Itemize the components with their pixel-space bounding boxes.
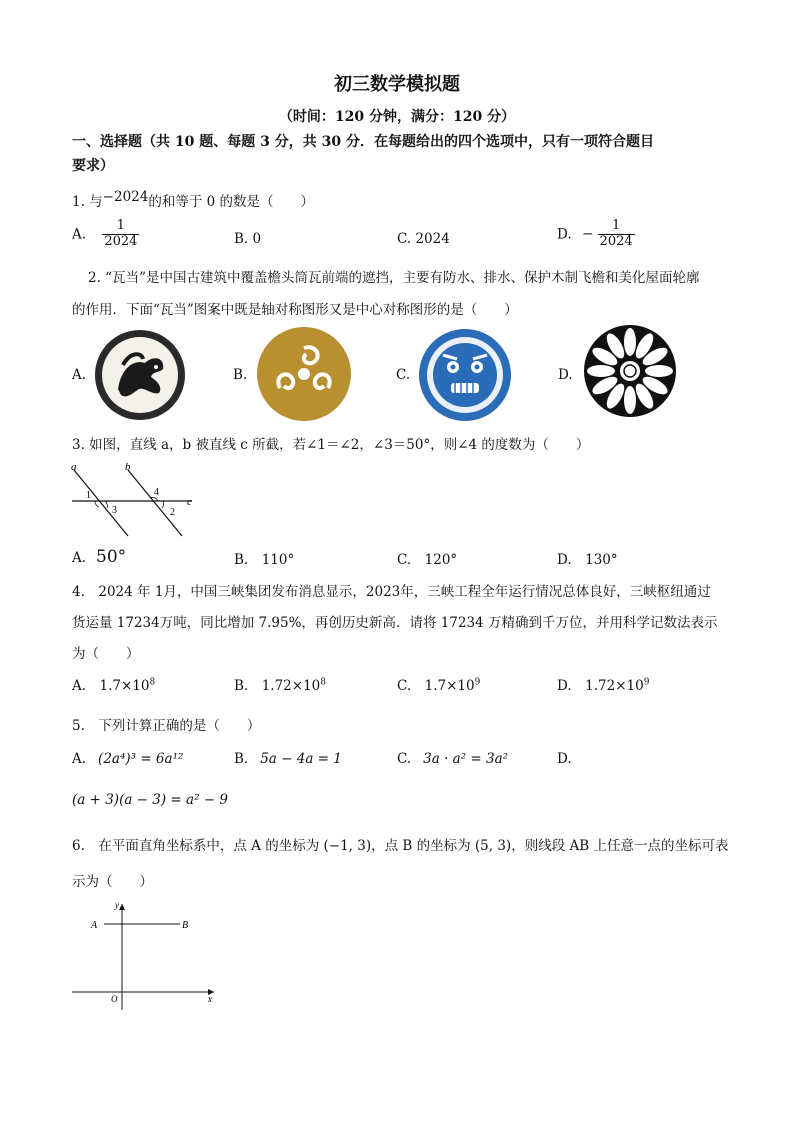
page-subtitle: （时间：120 分钟，满分：120 分） — [278, 109, 516, 125]
q1-option-b: B. 0 — [234, 231, 262, 247]
q2-option-d-label: D. — [558, 367, 573, 383]
question-4-line2: 货运量 17234万吨，同比增加 7.95%，再创历史新高．请将 17234 万精确到千万位，并用科学记数法表示 — [72, 615, 718, 631]
section-heading-cont: 要求） — [72, 158, 114, 174]
q4-option-c: C. $1.7\times 10^9$ — [397, 677, 481, 694]
point-b-label: B — [182, 920, 189, 931]
section-heading: 一、选择题（共 10 题、每题 3 分，共 30 分．在每题给出的四个选项中，只有一项符合题目 — [72, 134, 654, 150]
q3-parallel-lines-figure — [68, 458, 198, 540]
wadang-flower-image — [583, 324, 677, 418]
angle-2-label: 2 — [170, 507, 175, 518]
q5-option-d-expr: (a + 3)(a − 3) = a² − 9 — [72, 792, 228, 808]
question-4-line3: 为（ ） — [72, 646, 140, 662]
q5-option-b: B. 5a − 4a = 1 — [234, 751, 342, 767]
fig-label-b: b — [125, 461, 131, 473]
q5-option-d-label: D. — [557, 751, 572, 767]
origin-label: O — [111, 994, 118, 1004]
q4-option-a: A. $1.7\times 10^8$ — [72, 677, 156, 694]
y-axis-label: y — [115, 900, 119, 910]
question-5-stem: 5. 下列计算正确的是（ ） — [72, 718, 261, 734]
angle-1-label: 1 — [86, 490, 91, 501]
question-1-stem: 1. 与−2024的和等于 0 的数是（ ） — [72, 189, 315, 210]
angle-3-label: 3 — [112, 505, 117, 516]
q3-option-d: D. 130° — [557, 552, 618, 568]
q5-option-a: A. (2a⁴)³ = 6a¹² — [72, 751, 184, 767]
question-2-line2: 的作用．下面“瓦当”图案中既是轴对称图形又是中心对称图形的是（ ） — [72, 302, 518, 318]
question-6-line1: 6. 在平面直角坐标系中，点 A 的坐标为 (−1, 3)，点 B 的坐标为 (5, 3)，则线段 AB 上任意一点的坐标可表 — [72, 838, 729, 854]
point-a-label: A — [91, 920, 98, 931]
question-3-stem: 3. 如图，直线 a，b 被直线 c 所截，若∠1＝∠2，∠3＝50°，则∠4 的度数为（ ） — [72, 437, 590, 453]
q3-option-c: C. 120° — [397, 552, 458, 568]
q2-option-b-label: B. — [233, 367, 248, 383]
question-4-line1: 4. 2024 年 1月，中国三峡集团发布消息显示，2023年，三峡工程全年运行情况总体良好，三峡枢纽通过 — [72, 584, 711, 600]
q3-option-a: A. 50° — [72, 547, 127, 567]
q1-option-a: A. $\frac{1}{2024}$ — [72, 218, 138, 249]
angle-4-label: 4 — [154, 487, 159, 498]
page-title: 初三数学模拟题 — [334, 74, 460, 95]
q6-coordinate-figure — [68, 896, 228, 1014]
x-axis-label: x — [208, 994, 212, 1004]
q2-option-c-label: C. — [396, 367, 411, 383]
q2-option-a-label: A. — [72, 367, 87, 383]
q1-option-d: D. − $\frac{1}{2024}$ — [557, 218, 633, 249]
wadang-cloud-image — [256, 326, 352, 422]
q1-option-c: C. 2024 — [397, 231, 450, 247]
fig-label-a: a — [71, 461, 77, 473]
q4-option-d: D. $1.72\times 10^9$ — [557, 677, 650, 694]
q4-option-b: B. $1.72\times 10^8$ — [234, 677, 326, 694]
q3-option-b: B. 110° — [234, 552, 295, 568]
wadang-face-image — [417, 329, 513, 421]
question-6-line2: 示为（ ） — [72, 874, 153, 890]
fig-label-c: c — [187, 496, 192, 508]
wadang-beast-image — [93, 329, 187, 421]
question-2-line1: 2. “瓦当”是中国古建筑中覆盖檐头筒瓦前端的遮挡，主要有防水、排水、保护木制飞檐和美化屋面轮廓 — [88, 270, 700, 286]
q5-option-c: C. 3a · a² = 3a² — [397, 751, 509, 767]
